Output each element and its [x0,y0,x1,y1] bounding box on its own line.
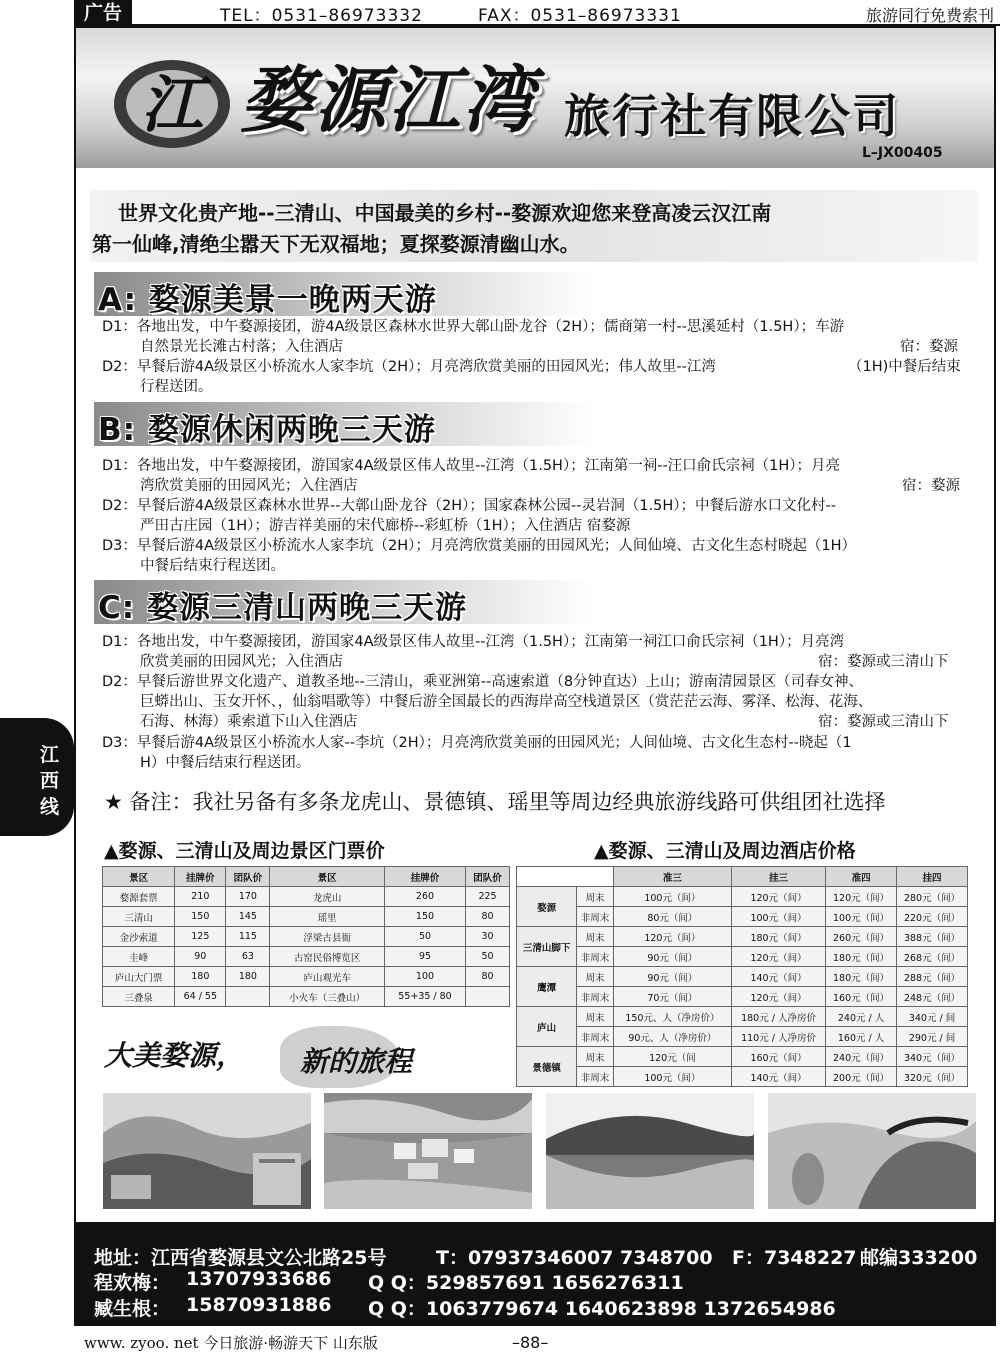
table-cell: 268元（间） [897,947,968,967]
route-a-line: 行程送团。 [140,379,213,395]
route-a-lodging: 宿：婺源 [900,339,958,355]
hotel-city-cell: 三清山脚下 [517,927,577,967]
table-cell: 170 [226,887,270,907]
table-cell: 160元（间） [731,1047,825,1067]
table-cell: 240元 / 人 [826,1007,897,1027]
table-cell: 388元（间） [897,927,968,947]
hotel-price-table [516,866,968,1087]
ticket-table-title: ▲婺源、三清山及周边景区门票价 [104,840,385,862]
route-b-line: D1：各地出发，中午婺源接团，游国家4A级景区伟人故里--江湾（1.5H）；江南第一祠--汪口俞氏宗祠（1H）；月亮 [102,458,841,474]
side-tab-char: 西 [40,770,60,792]
table-row [517,967,968,987]
table-row [103,947,510,967]
hotel-city-cell: 鹰潭 [517,967,577,1007]
table-cell: 非周末 [577,1067,614,1087]
table-cell: 100元（间） [613,1067,731,1087]
route-c-line: D2：早餐后游世界文化遗产、道教圣地--三清山，乘亚洲第--高速索道（8分钟直达）上山；游南清园景区（司春女神、 [102,674,864,690]
table-header: 团队价 [466,867,510,887]
table-cell: 63 [226,947,270,967]
table-cell: 周末 [577,967,614,987]
table-row [517,987,968,1007]
table-cell: 210 [175,887,226,907]
table-cell: 95 [384,947,465,967]
website-line: www. zyoo. net 今日旅游·畅游天下 山东版 [84,1334,378,1352]
table-cell: 340元（间） [897,1047,968,1067]
top-tel: TEL：0531–86973332 [220,6,423,26]
route-b-line: D2：早餐后游4A级景区森林水世界--大鄣山卧龙谷（2H）；国家森林公园--灵岩洞（1.5H）；中餐后游水口文化村-- [102,498,837,514]
remark-note: ★ 备注：我社另备有多条龙虎山、景德镇、瑶里等周边经典旅游线路可供组团社选择 [104,790,886,814]
table-cell: 180元（间） [731,927,825,947]
region-side-tab [0,718,74,836]
table-cell: 160元 / 人 [826,1027,897,1047]
table-cell: 140元（间） [731,1067,825,1087]
table-cell: 280元（间） [897,887,968,907]
route-c-lodging: 宿：婺源或三清山下 [818,714,949,730]
table-cell: 80 [466,907,510,927]
table-cell [226,987,270,1007]
route-a-line: 自然景光长滩古村落；入住酒店 [140,339,343,355]
table-header: 挂牌价 [384,867,465,887]
route-b-line: 湾欣赏美丽的田园风光；入住酒店 [140,478,358,494]
table-row [103,987,510,1007]
table-cell: 120元（间 [613,1047,731,1067]
table-cell: 320元（间） [897,1067,968,1087]
table-cell: 100元（间） [826,907,897,927]
table-cell: 288元（间） [897,967,968,987]
table-cell: 龙虎山 [270,887,385,907]
contact-2-name: 臧生根： [94,1298,171,1320]
contact-1-mobile: 13707933686 [186,1268,332,1290]
table-cell: 非周末 [577,907,614,927]
route-a-line: （1H)中餐后结束 [848,359,961,375]
hotel-table-title: ▲婺源、三清山及周边酒店价格 [594,840,856,862]
route-c-line: 石海、林海）乘索道下山入住酒店 [140,714,358,730]
table-cell: 220元（间） [897,907,968,927]
table-row [103,887,510,907]
intro-line-2: 第一仙峰,清绝尘嚣天下无双福地；夏探婺源清幽山水。 [92,232,580,256]
ad-tag: 广告 [74,0,132,26]
landscape-photo-pine-mountain [768,1093,976,1209]
table-cell: 180元（间） [826,967,897,987]
table-header: 准四 [826,867,897,887]
route-b-line: 严田古庄园（1H）；游吉祥美丽的宋代廊桥--彩虹桥（1H）；入住酒店 宿婺源 [140,518,631,534]
top-right-text: 旅游同行免费索刊 [865,6,994,25]
route-a-line: D2：早餐后游4A级景区小桥流水人家李坑（2H）；月亮湾欣赏美丽的田园风光；伟人故里--江湾 [102,359,716,375]
hotel-city-cell: 景德镇 [517,1047,577,1087]
hotel-table-body [517,887,968,1087]
table-header-blank [517,867,614,887]
table-row [517,1047,968,1067]
landscape-photo-lake [546,1093,754,1209]
table-cell: 120元（间） [731,987,825,1007]
route-c-title: C: 婺源三清山两晚三天游 [98,590,467,626]
table-header: 挂四 [897,867,968,887]
table-cell: 290元 / 间 [897,1027,968,1047]
top-fax: FAX：0531–86973331 [478,6,682,26]
table-cell: 150 [384,907,465,927]
table-cell: 340元 / 间 [897,1007,968,1027]
landscape-photo-terraced-village [324,1093,532,1209]
table-cell [466,987,510,1007]
table-row [517,907,968,927]
table-cell: 100元（间） [731,907,825,927]
table-header: 挂三 [731,867,825,887]
side-tab-char: 江 [40,744,60,766]
table-row [103,967,510,987]
table-cell: 125 [175,927,226,947]
table-cell: 70元（间） [613,987,731,1007]
table-header: 团队价 [226,867,270,887]
contact-1-qq: Q Q：529857691 1656276311 [368,1272,684,1294]
table-cell: 115 [226,927,270,947]
table-cell: 145 [226,907,270,927]
table-header-row [517,867,968,887]
table-cell: 浮梁古县衙 [270,927,385,947]
table-cell: 64 / 55 [175,987,226,1007]
table-row [517,947,968,967]
table-cell: 100 [384,967,465,987]
route-c-line: 欣赏美丽的田园风光；入住酒店 [140,654,343,670]
intro-line-1: 世界文化贵产地--三清山、中国最美的乡村--婺源欢迎您来登高凌云汉江南 [118,201,772,225]
table-row [517,1067,968,1087]
route-a-title: A: 婺源美景一晚两天游 [98,282,437,318]
table-cell: 周末 [577,1047,614,1067]
table-cell: 50 [384,927,465,947]
table-cell: 140元（间） [731,967,825,987]
table-row [517,1027,968,1047]
table-cell: 120元（间） [731,887,825,907]
hotel-city-cell: 庐山 [517,1007,577,1047]
table-cell: 瑶里 [270,907,385,927]
table-cell: 80元（间） [613,907,731,927]
table-cell: 周末 [577,927,614,947]
table-cell: 240元（间） [826,1047,897,1067]
route-b-lodging: 宿：婺源 [902,478,960,494]
table-cell: 200元（间） [826,1067,897,1087]
table-cell: 圭峰 [103,947,175,967]
table-header: 景区 [103,867,175,887]
table-cell: 90 [175,947,226,967]
route-c-line: H）中餐后结束行程送团。 [140,755,311,771]
table-cell: 180 [226,967,270,987]
contact-1-name: 程欢梅： [94,1272,171,1294]
table-cell: 金沙索道 [103,927,175,947]
slogan-part-2: 新的旅程 [300,1045,413,1078]
table-cell: 150元、人（净房价） [613,1007,731,1027]
page-number: –88– [512,1333,549,1352]
company-name-suffix: 旅行社有限公司 [564,89,900,143]
table-row [103,907,510,927]
table-header: 准三 [613,867,731,887]
table-cell: 180元 / 人净房价 [731,1007,825,1027]
table-header: 挂牌价 [175,867,226,887]
table-cell: 非周末 [577,1027,614,1047]
table-cell: 90元（间） [613,947,731,967]
table-cell: 周末 [577,887,614,907]
landscape-photo-mist-village [103,1093,311,1209]
table-row [517,887,968,907]
footer-address: 地址：江西省婺源县文公北路25号 [94,1247,387,1269]
company-logo-icon [112,52,232,152]
route-b-line: D3：早餐后游4A级景区小桥流水人家李坑（2H）；月亮湾欣赏美丽的田园风光；人间仙境、古文化生态村晓起（1H） [102,538,857,554]
table-cell: 三叠泉 [103,987,175,1007]
table-cell: 120元（间） [731,947,825,967]
table-cell: 90元（间） [613,967,731,987]
license-number: L–JX00405 [862,145,943,161]
table-cell: 80 [466,967,510,987]
company-name-art: 婺源江湾 [240,57,537,142]
slogan-part-1: 大美婺源， [104,1039,245,1072]
table-cell: 90元、人（净房价） [613,1027,731,1047]
table-row [103,927,510,947]
ticket-price-table [102,866,510,1007]
table-row [517,1007,968,1027]
table-cell: 小火车（三叠山） [270,987,385,1007]
table-cell: 庐山大门票 [103,967,175,987]
footer-fax: F：7348227 [732,1247,857,1269]
table-cell: 260 [384,887,465,907]
route-a-line: D1：各地出发，中午婺源接团，游4A级景区森林水世界大鄣山卧龙谷（2H）；儒商第一村--思溪延村（1.5H）；车游 [102,319,845,335]
table-cell: 30 [466,927,510,947]
logo-glyph: 江 [140,68,204,141]
table-cell: 周末 [577,1007,614,1027]
table-cell: 55+35 / 80 [384,987,465,1007]
table-cell: 150 [175,907,226,927]
hotel-city-cell: 婺源 [517,887,577,927]
table-cell: 120元（间） [826,887,897,907]
ticket-table-body [103,887,510,1007]
contact-2-mobile: 15870931886 [186,1294,332,1316]
route-c-lodging: 宿：婺源或三清山下 [818,654,949,670]
footer-phone: T：07937346007 7348700 [436,1247,713,1269]
route-b-title: B: 婺源休闲两晚三天游 [98,412,436,448]
table-cell: 260元（间） [826,927,897,947]
table-cell: 庐山观光车 [270,967,385,987]
table-header-row [103,867,510,887]
table-cell: 248元（间） [897,987,968,1007]
table-cell: 古窑民俗博览区 [270,947,385,967]
side-tab-char: 线 [40,796,60,818]
route-c-line: D1：各地出发，中午婺源接团，游国家4A级景区伟人故里--江湾（1.5H）；江南第一祠江口俞氏宗祠（1H）；月亮湾 [102,634,845,650]
table-cell: 180元（间） [826,947,897,967]
table-cell: 110元 / 人净房价 [731,1027,825,1047]
table-cell: 50 [466,947,510,967]
table-cell: 婺源套票 [103,887,175,907]
table-cell: 三清山 [103,907,175,927]
route-c-line: 巨蟒出山、玉女开怀、，仙翁唱歌等）中餐后游全国最长的西海岸高空栈道景区（赏茫茫云海、雾泽、松海、花海、 [140,694,873,710]
table-cell: 100元（间） [613,887,731,907]
footer-postcode: 邮编333200 [860,1247,978,1269]
table-row [517,927,968,947]
table-cell: 180 [175,967,226,987]
table-cell: 非周末 [577,987,614,1007]
table-cell: 225 [466,887,510,907]
route-b-line: 中餐后结束行程送团。 [140,558,285,574]
route-c-line: D3：早餐后游4A级景区小桥流水人家--李坑（2H）；月亮湾欣赏美丽的田园风光；人间仙境、古文化生态村--晓起（1 [102,735,852,751]
table-header: 景区 [270,867,385,887]
table-cell: 120元（间） [613,927,731,947]
contact-2-qq: Q Q：1063779674 1640623898 1372654986 [368,1298,836,1320]
table-cell: 160元（间） [826,987,897,1007]
table-cell: 非周末 [577,947,614,967]
